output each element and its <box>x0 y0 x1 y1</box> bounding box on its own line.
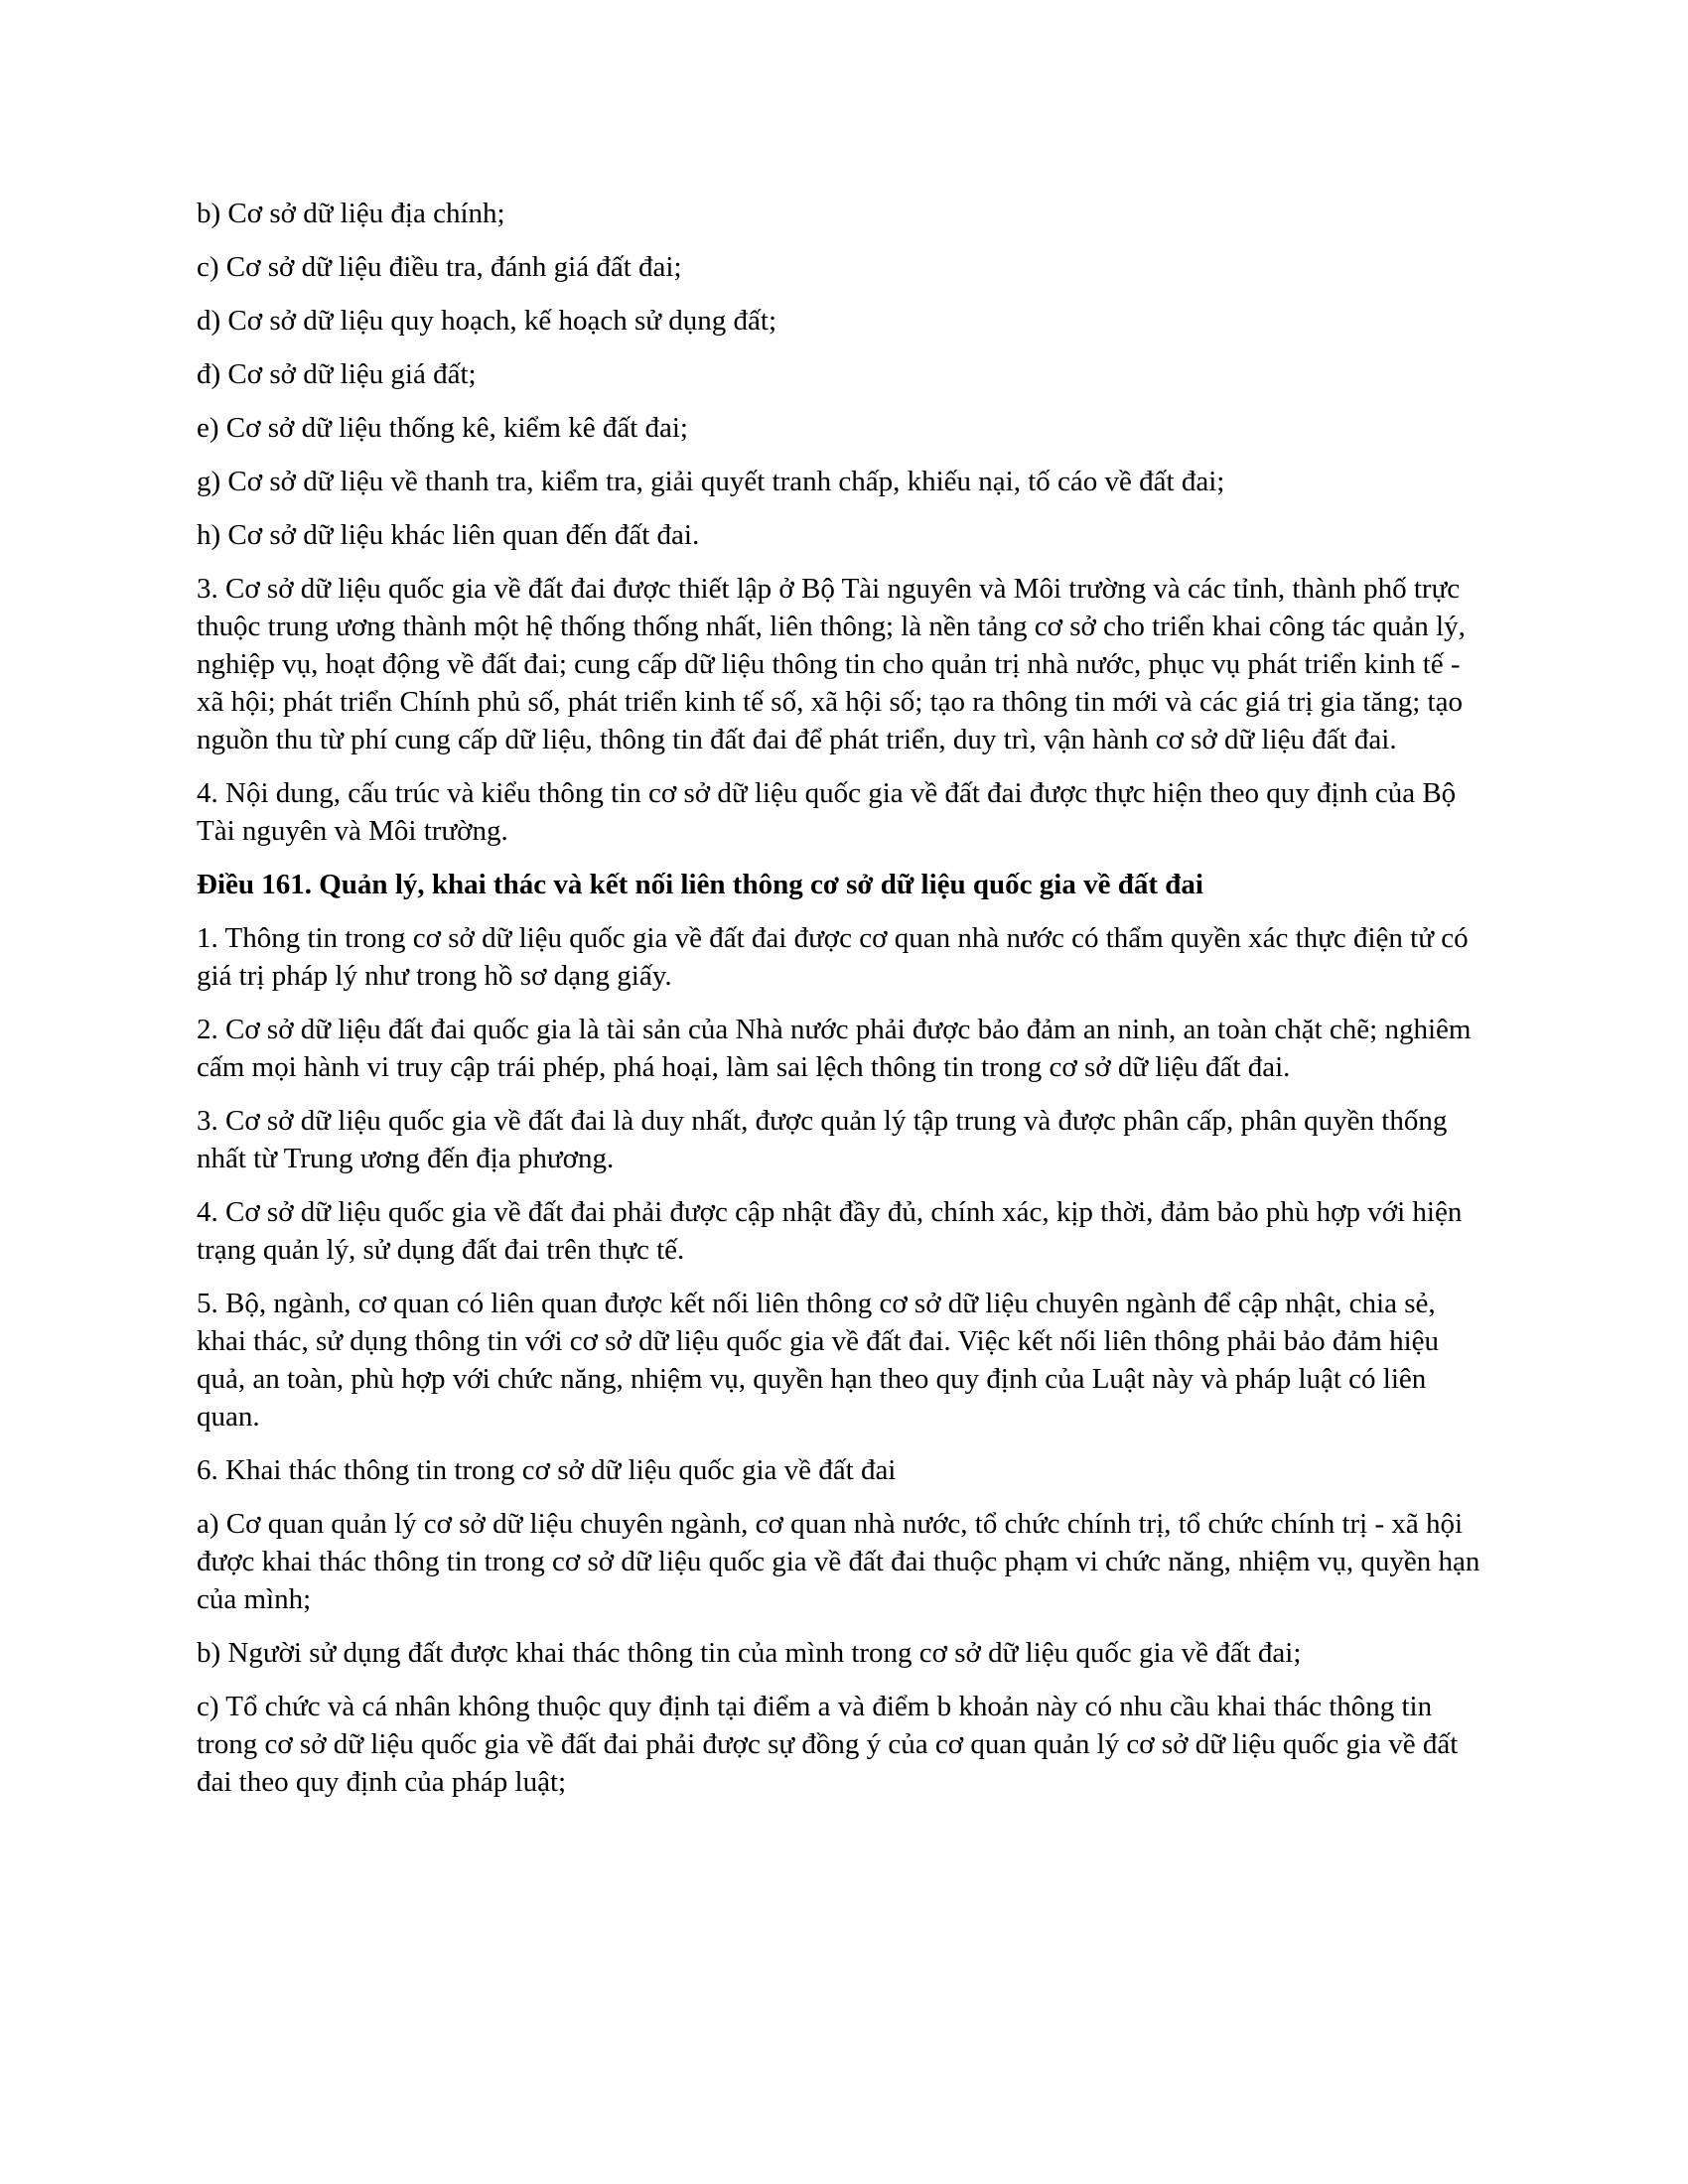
list-item-d: d) Cơ sở dữ liệu quy hoạch, kế hoạch sử dụng đất; <box>197 305 777 337</box>
list-item-b: b) Cơ sở dữ liệu địa chính; <box>197 198 505 229</box>
list-item-e: e) Cơ sở dữ liệu thống kê, kiểm kê đất đai; <box>197 412 688 444</box>
clause-4: 4. Nội dung, cấu trúc và kiểu thông tin cơ sở dữ liệu quốc gia về đất đai được thực hiện theo quy định của Bộ Tài nguyên và Môi trường. <box>197 777 1457 847</box>
list-item-g: g) Cơ sở dữ liệu về thanh tra, kiểm tra, giải quyết tranh chấp, khiếu nại, tố cáo về đất đai; <box>197 466 1225 497</box>
list-item-dd: đ) Cơ sở dữ liệu giá đất; <box>197 358 477 390</box>
clause-6-point-a: a) Cơ quan quản lý cơ sở dữ liệu chuyên ngành, cơ quan nhà nước, tổ chức chính trị, tổ chức chính trị - xã hội được khai thác thông tin trong cơ sở dữ liệu quốc gia về đất đai thuộc phạm vi chức năng, nhiệm vụ, quyền hạn của mình; <box>197 1508 1480 1615</box>
article-heading: Điều 161. Quản lý, khai thác và kết nối liên thông cơ sở dữ liệu quốc gia về đất đai <box>197 869 1203 900</box>
list-item-h: h) Cơ sở dữ liệu khác liên quan đến đất đai. <box>197 519 700 551</box>
article-clause-3: 3. Cơ sở dữ liệu quốc gia về đất đai là duy nhất, được quản lý tập trung và được phân cấp, phân quyền thống nhất từ Trung ương đến địa phương. <box>197 1105 1448 1174</box>
clause-6-point-c: c) Tổ chức và cá nhân không thuộc quy định tại điểm a và điểm b khoản này có nhu cầu khai thác thông tin trong cơ sở dữ liệu quốc gia về đất đai phải được sự đồng ý của cơ quan quản lý cơ sở dữ liệu quốc gia về đất đai theo quy định của pháp luật; <box>197 1691 1459 1798</box>
article-clause-1: 1. Thông tin trong cơ sở dữ liệu quốc gia về đất đai được cơ quan nhà nước có thẩm quyền xác thực điện tử có giá trị pháp lý như trong hồ sơ dạng giấy. <box>197 922 1469 992</box>
article-clause-4: 4. Cơ sở dữ liệu quốc gia về đất đai phải được cập nhật đầy đủ, chính xác, kịp thời, đảm bảo phù hợp với hiện trạng quản lý, sử dụng đất đai trên thực tế. <box>197 1196 1463 1266</box>
document-page <box>197 195 1487 1817</box>
article-clause-6: 6. Khai thác thông tin trong cơ sở dữ liệu quốc gia về đất đai <box>197 1454 897 1486</box>
list-item-c: c) Cơ sở dữ liệu điều tra, đánh giá đất đai; <box>197 251 682 283</box>
article-clause-2: 2. Cơ sở dữ liệu đất đai quốc gia là tài sản của Nhà nước phải được bảo đảm an ninh, an toàn chặt chẽ; nghiêm cấm mọi hành vi truy cập trái phép, phá hoại, làm sai lệch thông tin trong cơ sở dữ liệu đất đai. <box>197 1014 1472 1083</box>
article-clause-5: 5. Bộ, ngành, cơ quan có liên quan được kết nối liên thông cơ sở dữ liệu chuyên ngành để cập nhật, chia sẻ, khai thác, sử dụng thông tin với cơ sở dữ liệu quốc gia về đất đai. Việc kết nối liên thông phải bảo đảm hiệu quả, an toàn, phù hợp với chức năng, nhiệm vụ, quyền hạn theo quy định của Luật này và pháp luật có liên quan. <box>197 1288 1440 1433</box>
clause-6-point-b: b) Người sử dụng đất được khai thác thông tin của mình trong cơ sở dữ liệu quốc gia về đất đai; <box>197 1637 1302 1669</box>
clause-3: 3. Cơ sở dữ liệu quốc gia về đất đai được thiết lập ở Bộ Tài nguyên và Môi trường và các tỉnh, thành phố trực thuộc trung ương thành một hệ thống thống nhất, liên thông; là nền tảng cơ sở cho triển khai công tác quản lý, nghiệp vụ, hoạt động về đất đai; cung cấp dữ liệu thông tin cho quản trị nhà nước, phục vụ phát triển kinh tế - xã hội; phát triển Chính phủ số, phát triển kinh tế số, xã hội số; tạo ra thông tin mới và các giá trị gia tăng; tạo nguồn thu từ phí cung cấp dữ liệu, thông tin đất đai để phát triển, duy trì, vận hành cơ sở dữ liệu đất đai. <box>197 573 1466 755</box>
